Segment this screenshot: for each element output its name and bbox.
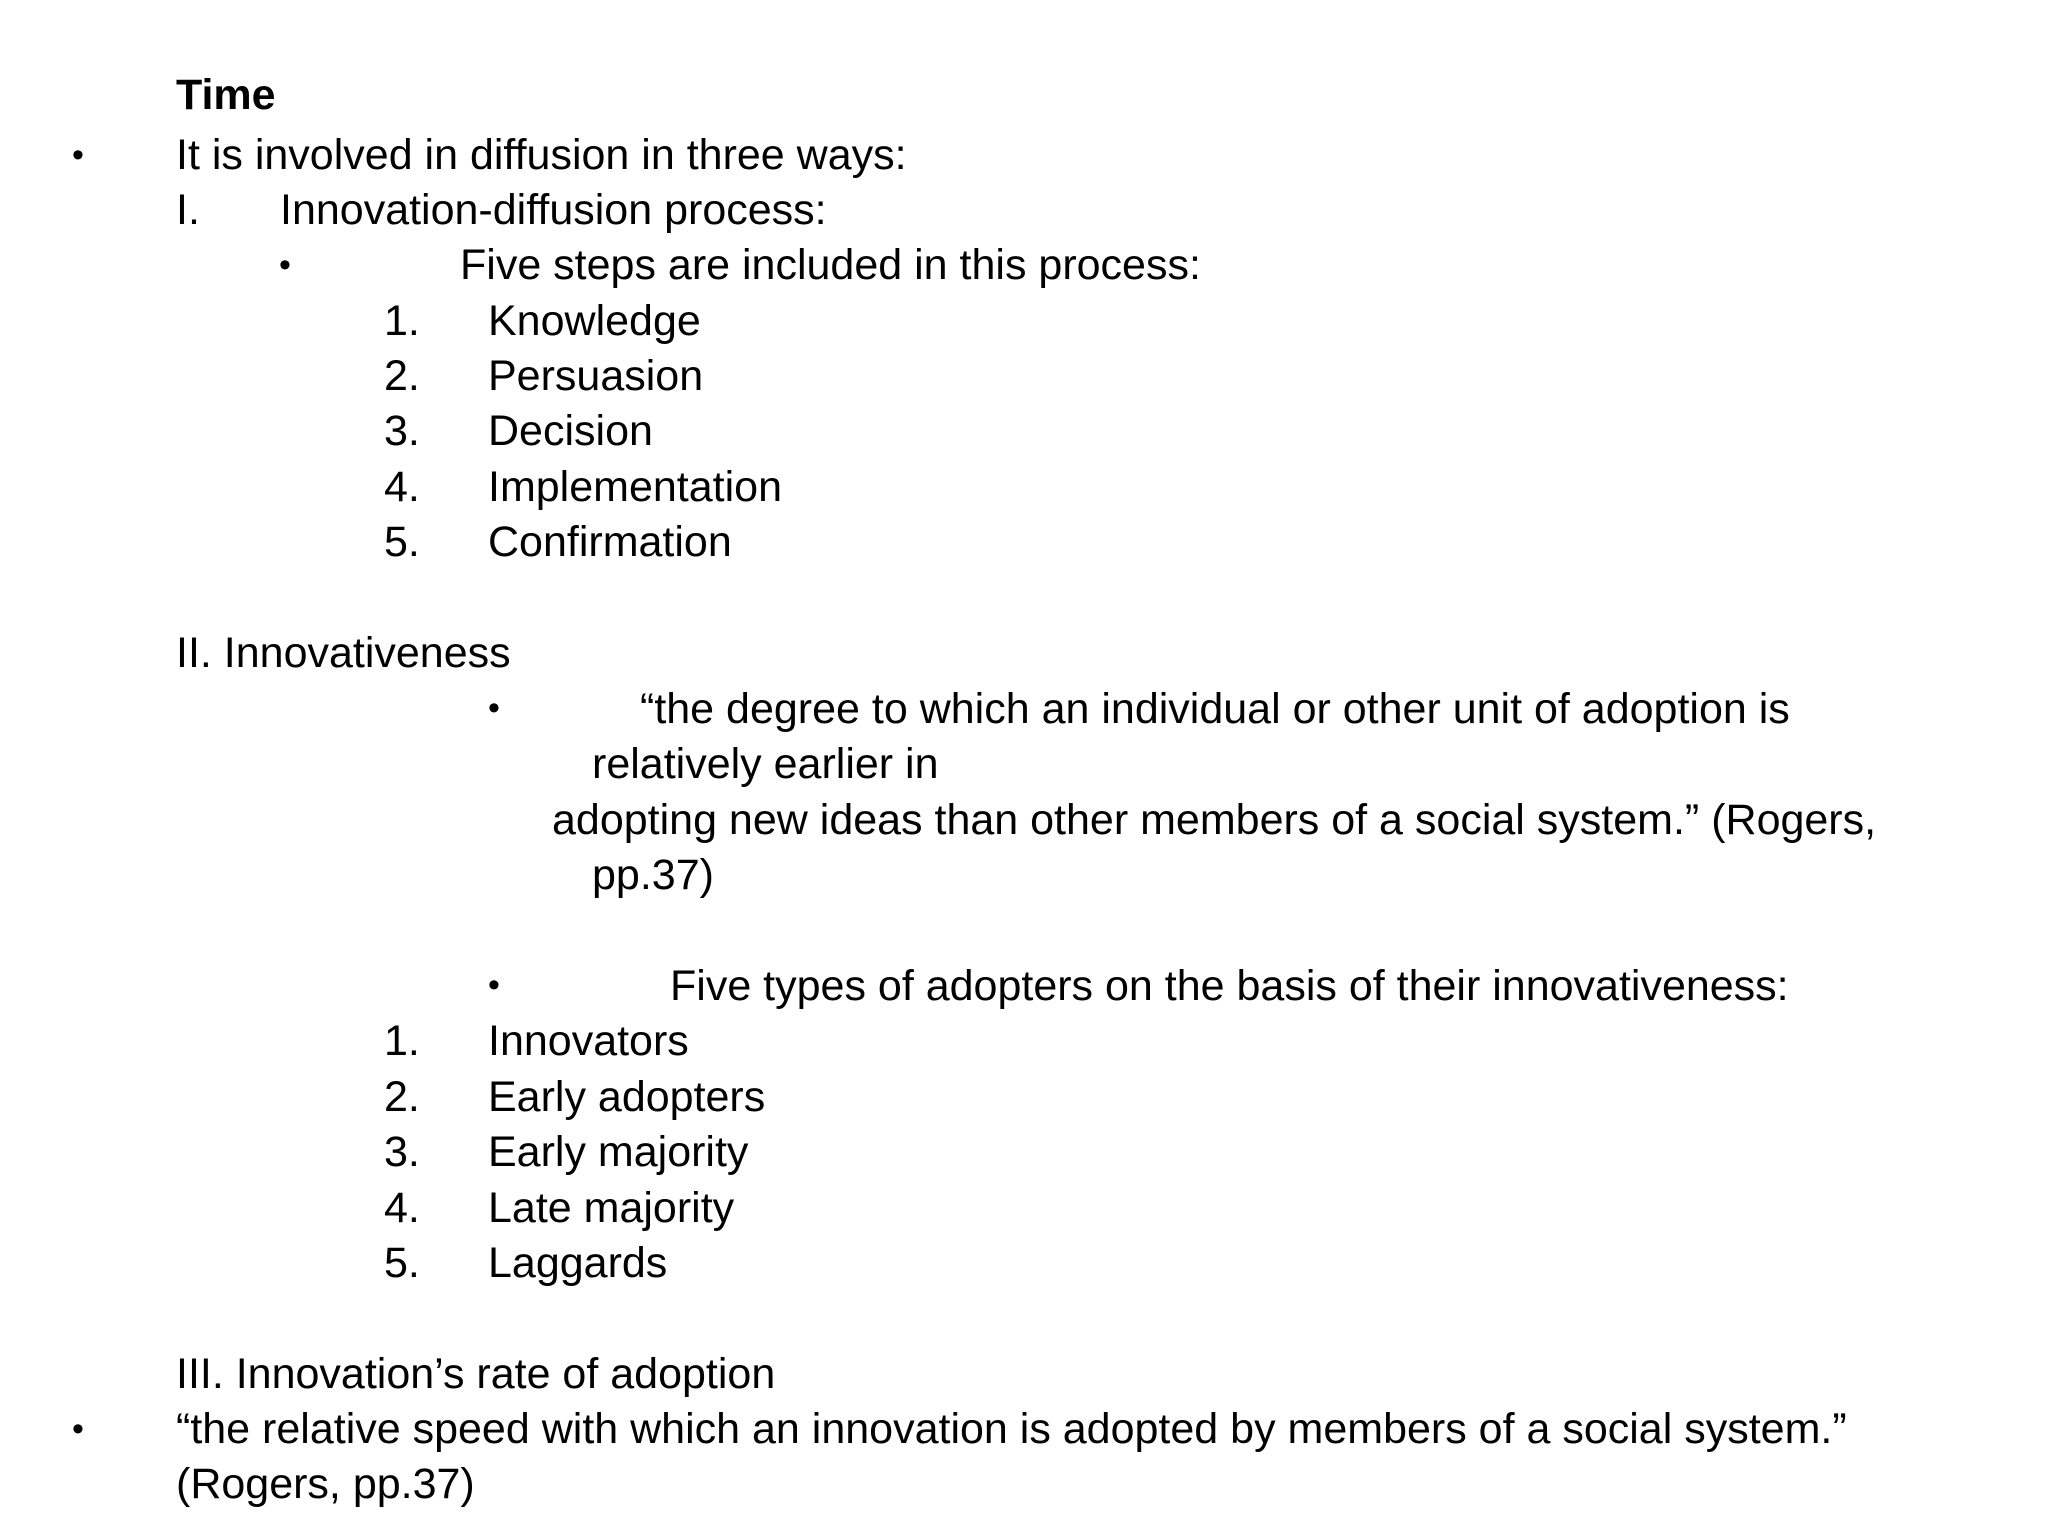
step-label: Persuasion — [488, 352, 704, 400]
step-number: 2. — [384, 352, 420, 400]
bullet-icon: • — [72, 136, 84, 174]
section2-heading: II. Innovativeness — [176, 629, 511, 677]
step-number: 1. — [384, 297, 420, 345]
type-label: Laggards — [488, 1239, 668, 1287]
step-label: Implementation — [488, 463, 782, 511]
step-number: 3. — [384, 407, 420, 455]
section3-line-1: “the relative speed with which an innovation is adopted by members of a social system.” — [176, 1405, 1847, 1453]
type-number: 5. — [384, 1239, 420, 1287]
bullet-icon: • — [488, 689, 500, 727]
quote-line-2: relatively earlier in — [592, 740, 939, 788]
quote-line-1: “the degree to which an individual or other unit of adoption is — [640, 685, 1790, 733]
type-number: 1. — [384, 1017, 420, 1065]
type-number: 4. — [384, 1184, 420, 1232]
step-label: Decision — [488, 407, 653, 455]
step-number: 5. — [384, 518, 420, 566]
step-label: Knowledge — [488, 297, 701, 345]
quote-line-3: adopting new ideas than other members of a social system.” (Rogers, — [552, 796, 1877, 844]
type-label: Early adopters — [488, 1073, 766, 1121]
type-label: Early majority — [488, 1128, 749, 1176]
bullet-icon: • — [279, 246, 291, 284]
page-title: Time — [176, 71, 276, 119]
types-intro: Five types of adopters on the basis of their innovativeness: — [670, 962, 1789, 1010]
type-label: Late majority — [488, 1184, 735, 1232]
section1-heading: Innovation-diffusion process: — [280, 186, 827, 234]
section1-subtext: Five steps are included in this process: — [460, 241, 1201, 289]
step-label: Confirmation — [488, 518, 732, 566]
type-number: 2. — [384, 1073, 420, 1121]
type-number: 3. — [384, 1128, 420, 1176]
quote-line-4: pp.37) — [592, 851, 714, 899]
section3-heading: III. Innovation’s rate of adoption — [176, 1350, 776, 1398]
intro-text: It is involved in diffusion in three ways: — [176, 131, 907, 179]
type-label: Innovators — [488, 1017, 689, 1065]
section1-numeral: I. — [176, 186, 200, 234]
bullet-icon: • — [488, 966, 500, 1004]
step-number: 4. — [384, 463, 420, 511]
section3-line-2: (Rogers, pp.37) — [176, 1460, 475, 1508]
bullet-icon: • — [72, 1410, 84, 1448]
